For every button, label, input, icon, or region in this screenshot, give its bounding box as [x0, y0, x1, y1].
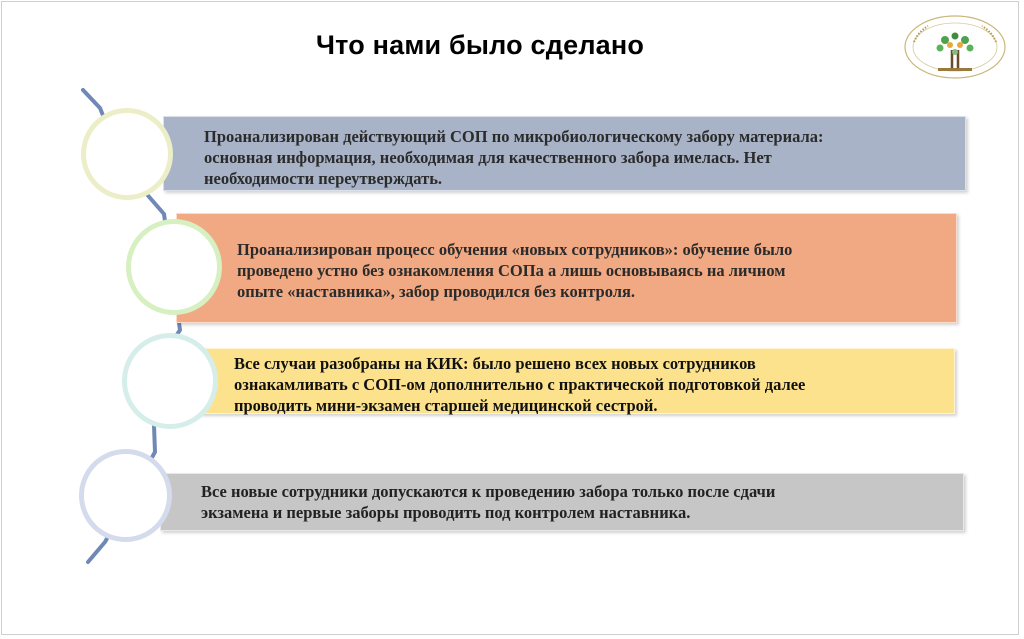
step-3-line: проводить мини-экзамен старшей медицинской сестрой.: [234, 396, 658, 415]
page-title: Что нами было сделано: [316, 30, 645, 60]
step-circle-1: [81, 108, 173, 200]
step-4-line: экзамена и первые заборы проводить под контролем наставника.: [201, 503, 691, 522]
step-1-line: основная информация, необходимая для качественного забора имелась. Нет: [204, 148, 772, 167]
step-4-line: Все новые сотрудники допускаются к проведению забора только после сдачи: [201, 482, 776, 501]
step-box-2: [176, 213, 957, 323]
step-circle-3: [122, 333, 218, 429]
step-box-3: [173, 348, 955, 414]
step-2-line: проведено устно без ознакомления СОПа а лишь основываясь на личном: [237, 261, 786, 280]
step-3-line: Все случаи разобраны на КИК: было решено всех новых сотрудников: [234, 354, 756, 373]
step-1-line: необходимости переутверждать.: [204, 169, 443, 188]
step-3-line: ознакамливать с СОП-ом дополнительно с практической подготовкой далее: [234, 375, 806, 394]
step-circle-4: [79, 449, 172, 542]
step-box-1: [163, 116, 966, 191]
step-2-line: опыте «наставника», забор проводился без контроля.: [237, 282, 636, 301]
step-2-line: Проанализирован процесс обучения «новых сотрудников»: обучение было: [237, 240, 793, 259]
step-box-4: [160, 473, 964, 531]
step-1-line: Проанализирован действующий СОП по микробиологическому забору материала:: [204, 127, 824, 146]
step-circle-2: [126, 219, 222, 315]
